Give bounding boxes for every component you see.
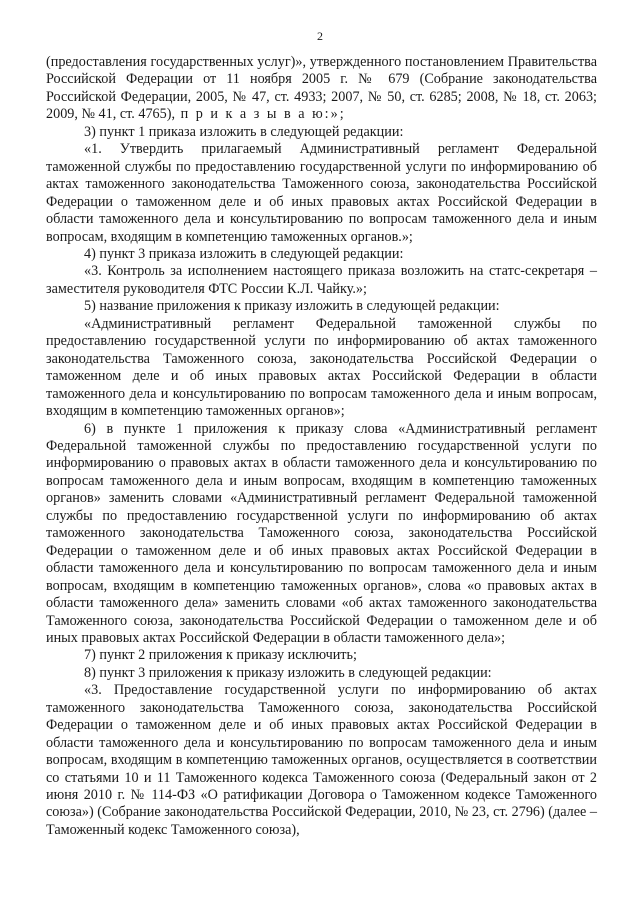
page-number: 2 bbox=[317, 29, 323, 43]
paragraph: 5) название приложения к приказу изложить в следующей редакции: bbox=[84, 298, 500, 315]
paragraph bbox=[46, 54, 597, 124]
paragraph-spaced-text: п р и к а з ы в а ю:»; bbox=[175, 106, 346, 123]
paragraph: 8) пункт 3 приложения к приказу изложить в следующей редакции: bbox=[84, 664, 492, 681]
paragraph: «3. Контроль за исполнением настоящего приказа возложить на статс-секретаря – заместителя руководителя ФТС России К.Л. Чайку.»; bbox=[46, 263, 597, 297]
paragraph: 6) в пункте 1 приложения к приказу слова «Административный регламент Федеральной таможенной службы по предоставлению государственной услуги по информированию о правовых актах в области таможенного дела и консультированию по вопросам таможенного дела и иным вопросам, входящим в компетенцию таможенных органов» заменить словами «Административный регламент Федеральной таможенной службы по предоставлению государственной услуги по информированию об актах таможенного законодательства Таможенного союза, законодательства Российской Федерации о таможенном деле и об иных правовых актах Российской Федерации в области таможенного дела и консультированию по вопросам таможенного дела и иным вопросам, входящим в компетенцию таможенных органов», слова «о правовых актах в области таможенного дела» заменить словами «об актах таможенного законодательства Таможенного союза, законодательства Российской Федерации о таможенном деле и об иных правовых актах Российской Федерации в области таможенного дела»; bbox=[46, 420, 597, 646]
paragraph: «Административный регламент Федеральной таможенной службы по предоставлению государственной услуги по информированию об актах таможенного законодательства Таможенного союза, законодательства Российской Федерации о таможенном деле и об иных правовых актах Российской Федерации в области таможенного дела и консультированию по вопросам таможенного дела и иным вопросам, входящим в компетенцию таможенных органов»; bbox=[46, 315, 597, 420]
paragraph: «1. Утвердить прилагаемый Административный регламент Федеральной таможенной службы по предоставлению государственной услуги по информированию об актах таможенного законодательства Таможенного союза, законодательства Российской Федерации о таможенном деле и об иных правовых актах Российской Федерации в области таможенного дела и консультированию по вопросам таможенного дела и иным вопросам, входящим в компетенцию таможенных органов.»; bbox=[46, 141, 597, 245]
paragraph: «3. Предоставление государственной услуги по информированию об актах таможенного законодательства Таможенного союза, законодательства Российской Федерации о таможенном деле и об иных правовых актах Российской Федерации в области таможенного дела и консультированию по вопросам таможенного дела и иным вопросам, входящим в компетенцию таможенных органов, осуществляется в соответствии со статьями 10 и 11 Таможенного кодекса Таможенного союза (Федеральный закон от 2 июня 2010 г. № 114-ФЗ «О ратификации Договора о Таможенном кодексе Таможенного союза») (Собрание законодательства Российской Федерации, 2010, № 23, ст. 2796) (далее – Таможенный кодекс Таможенного союза), bbox=[46, 682, 597, 838]
paragraph: 4) пункт 3 приказа изложить в следующей редакции: bbox=[84, 245, 404, 262]
document-body bbox=[46, 54, 597, 839]
paragraph-text: (предоставления государственных услуг)», утвержденного постановлением Правительства Российской Федерации от 11 ноября 2005 г. № 679 (Собрание законодательства Российской Федерации, 2005, № 47, ст. 4933; 2007, № 50, ст. 6285; 2008, № 18, ст. 2063; 2009, № 41, ст. 4765), bbox=[46, 54, 597, 123]
paragraph: 7) пункт 2 приложения к приказу исключить; bbox=[84, 647, 357, 664]
paragraph: 3) пункт 1 приказа изложить в следующей редакции: bbox=[84, 123, 404, 140]
